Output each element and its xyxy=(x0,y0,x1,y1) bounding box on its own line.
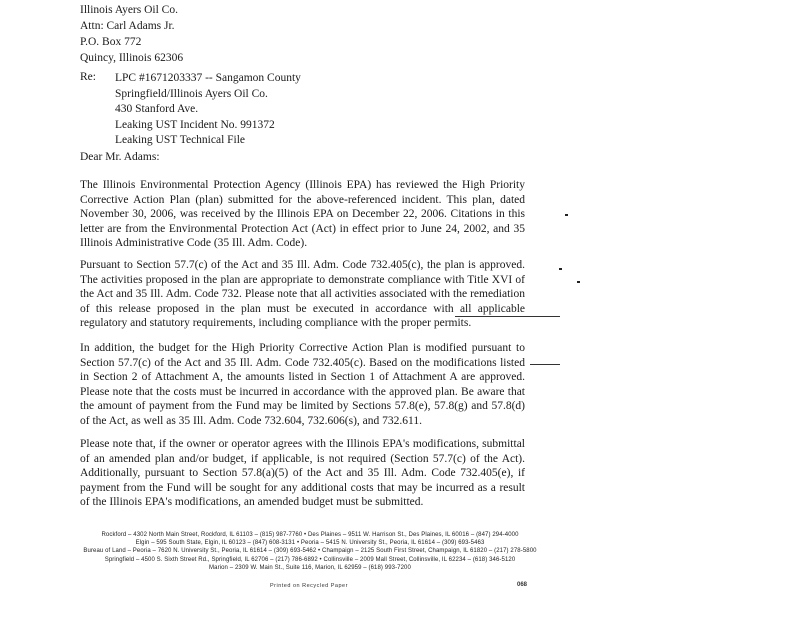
re-line: 430 Stanford Ave. xyxy=(115,103,199,115)
re-line: Springfield/Illinois Ayers Oil Co. xyxy=(115,87,268,100)
scan-artifact-speck xyxy=(559,268,562,270)
footer-line: Rockford – 4302 North Main Street, Rockford, IL 61103 – (815) 987-7760 • Des Plaines – 9511 W. Harrison St., Des Plaines, IL 60016 – (847) 294-4000 xyxy=(101,532,519,538)
re-label: Re: xyxy=(80,71,96,83)
scan-artifact-line xyxy=(530,364,560,365)
paragraph-modifications: Please note that, if the owner or operator agrees with the Illinois EPA's modifications, submittal of an amended plan and/or budget, if applicable, is not required (Section 57.7(c) of the Act). Additionally, pursuant to Section 57.8(a)(5) of the Act and 35 Ill. Adm. Code 732.405(e), if payment from the Fund will be sought for any additional costs that may be incurred as a result of the Illinois EPA's modifications, an amended budget must be submitted. xyxy=(80,438,525,509)
re-line: LPC #1671203337 -- Sangamon County xyxy=(115,72,301,84)
scan-artifact-speck xyxy=(577,281,580,283)
printed-on-recycled-paper: Printed on Recycled Paper xyxy=(270,583,348,589)
footer-line: Marion – 2309 W. Main St., Suite 116, Marion, IL 62959 – (618) 993-7200 xyxy=(209,564,411,571)
paragraph-review: The Illinois Environmental Protection Agency (Illinois EPA) has reviewed the High Priority Corrective Action Plan (plan) submitted for the above-referenced incident. This plan, dated November 30, 2006, was received by the Illinois EPA on December 22, 2006. Citations in this letter are from the Environmental Protection Act (Act) in effect prior to June 24, 2002, and 35 Illinois Administrative Code (35 Ill. Adm. Code). xyxy=(80,179,525,250)
page-stamp: 068 xyxy=(517,582,528,588)
re-line: Leaking UST Incident No. 991372 xyxy=(115,118,275,131)
recipient-po-box: P.O. Box 772 xyxy=(80,36,142,48)
footer-line: Bureau of Land – Peoria – 7620 N. University St., Peoria, IL 61614 – (309) 693-5462 • Champaign – 2125 South First Street, Champaign, IL 61820 – (217) 278-5800 xyxy=(83,548,537,555)
recipient-address xyxy=(80,2,183,66)
re-line: Leaking UST Technical File xyxy=(115,134,246,146)
scan-artifact-speck xyxy=(565,214,568,216)
recipient-attention: Attn: Carl Adams Jr. xyxy=(80,20,175,32)
recipient-company: Illinois Ayers Oil Co. xyxy=(80,4,178,16)
re-block xyxy=(115,71,301,149)
salutation: Dear Mr. Adams: xyxy=(80,151,160,163)
scan-artifact-line xyxy=(455,316,560,317)
office-addresses-footer xyxy=(20,531,600,572)
footer-line: Springfield – 4500 S. Sixth Street Rd., Springfield, IL 62706 – (217) 786-6892 • Collinsville – 2009 Mall Street, Collinsville, IL 62234 – (618) 346-5120 xyxy=(104,556,516,563)
paragraph-budget: In addition, the budget for the High Priority Corrective Action Plan is modified pursuant to Section 57.7(c) of the Act and 35 Ill. Adm. Code 732.405(c). Based on the modifications listed in Section 2 of Attachment A, the amounts listed in Section 1 of Attachment A are approved. Please note that the costs must be incurred in accordance with the approved plan. Be aware that the amount of payment from the Fund may be limited by Sections 57.8(e), 57.8(g) and 57.8(d) of the Act, as well as 35 Ill. Adm. Code 732.604, 732.606(s), and 732.611. xyxy=(80,342,525,427)
paragraph-approval: Pursuant to Section 57.7(c) of the Act and 35 Ill. Adm. Code 732.405(c), the plan is approved. The activities proposed in the plan are appropriate to demonstrate compliance with Title XVI of the Act and 35 Ill. Adm. Code 732. Please note that all activities associated with the remediation of this release proposed in the plan must be executed in accordance with all applicable regulatory and statutory requirements, including compliance with the proper permits. xyxy=(80,259,525,330)
recipient-city: Quincy, Illinois 62306 xyxy=(80,52,184,64)
footer-line: Elgin – 595 South State, Elgin, IL 60123 – (847) 608-3131 • Peoria – 5415 N. University St., Peoria, IL 61614 – (309) 693-5463 xyxy=(135,540,485,547)
